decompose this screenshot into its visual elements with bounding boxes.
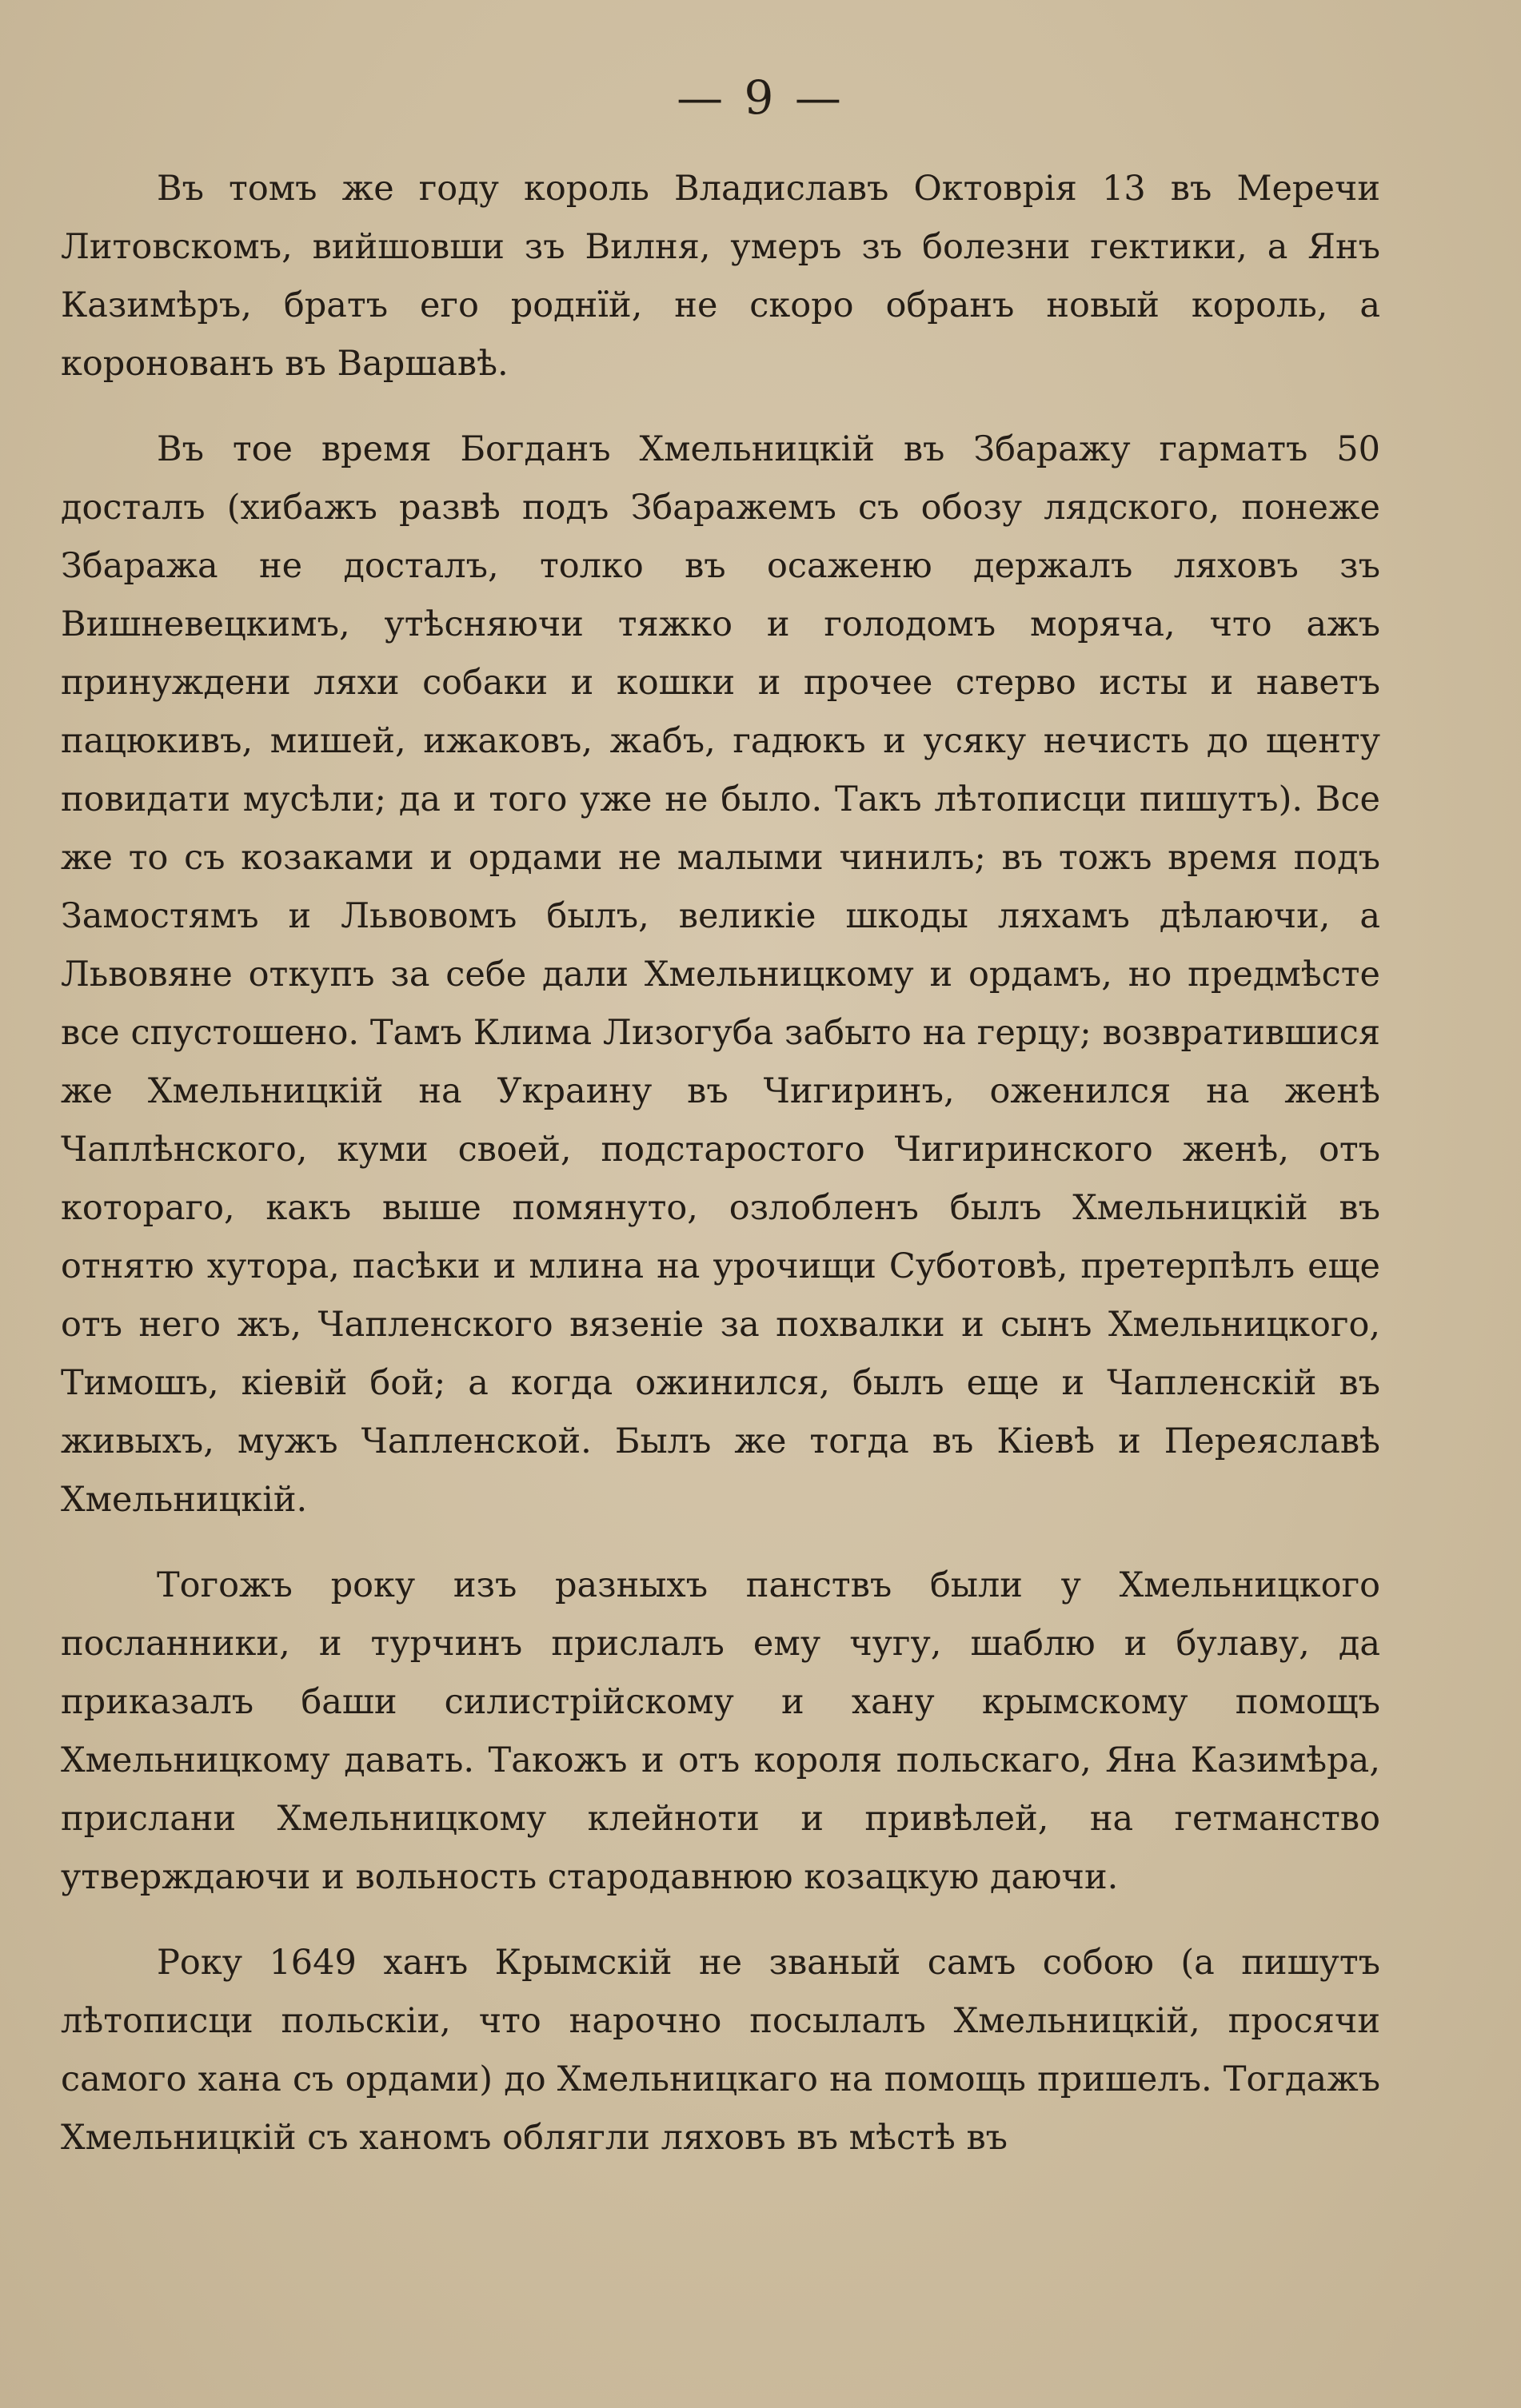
- body-text: [61, 160, 1380, 2195]
- paragraph-2: Въ тое время Богданъ Хмельницкій въ Збаражу гарматъ 50 досталъ (хибажъ развѣ подъ Збаражемъ съ обозу лядского, понеже Збаража не досталъ, толко въ осаженю держалъ ляховъ зъ Вишневецкимъ, утѣсняючи тяжко и голодомъ моряча, что ажъ принуждени ляхи собаки и кошки и прочее стерво исты и наветъ пацюкивъ, мишей, ижаковъ, жабъ, гадюкъ и усяку нечисть до щенту повидати мусѣли; да и того уже не было. Такъ лѣтописци пишутъ). Все же то съ козаками и ордами не малыми чинилъ; въ тожъ время подъ Замостямъ и Львовомъ былъ, великіе шкоды ляхамъ дѣлаючи, а Львовяне откупъ за себе дали Хмельницкому и ордамъ, но предмѣсте все спустошено. Тамъ Клима Лизогуба забыто на герцу; возвратившися же Хмельницкій на Украину въ Чигиринъ, оженился на женѣ Чаплѣнского, куми своей, подстаростого Чигиринского женѣ, отъ котораго, какъ выше помянуто, озлобленъ былъ Хмельницкій въ отнятю хутора, пасѣки и млина на урочищи Суботовѣ, претерпѣлъ еще отъ него жъ, Чапленского вязеніе за похвалки и сынъ Хмельницкого, Тимошъ, кіевій бой; а когда ожинился, былъ еще и Чапленскій въ живыхъ, мужъ Чапленской. Былъ же тогда въ Кіевѣ и Переяславѣ Хмельницкій.: [61, 429, 1380, 1520]
- paragraph-3: Тогожъ року изъ разныхъ панствъ были у Хмельницкого посланники, и турчинъ прислалъ ему чугу, шаблю и булаву, да приказалъ баши силистрійскому и хану крымскому помощъ Хмельницкому давать. Такожъ и отъ короля польскаго, Яна Казимѣра, прислани Хмельницкому клейноти и привѣлей, на гетманство утверждаючи и вольность стародавнюю козацкую даючи.: [61, 1565, 1380, 1897]
- paragraph-1: Въ томъ же году король Владиславъ Октоврія 13 въ Меречи Литовскомъ, вийшовши зъ Вилня, умеръ зъ болезни гектики, а Янъ Казимѣръ, братъ его роднїй, не скоро обранъ новый король, а коронованъ въ Варшавѣ.: [61, 169, 1380, 384]
- paragraph-4: Року 1649 ханъ Крымскій не званый самъ собою (а пишутъ лѣтописци польскіи, что нарочно посылалъ Хмельницкій, просячи самого хана съ ордами) до Хмельницкаго на помощь пришелъ. Тогдажъ Хмельницкій съ ханомъ облягли ляховъ въ мѣстѣ въ: [61, 1943, 1380, 2158]
- page-number: — 9 —: [677, 70, 844, 125]
